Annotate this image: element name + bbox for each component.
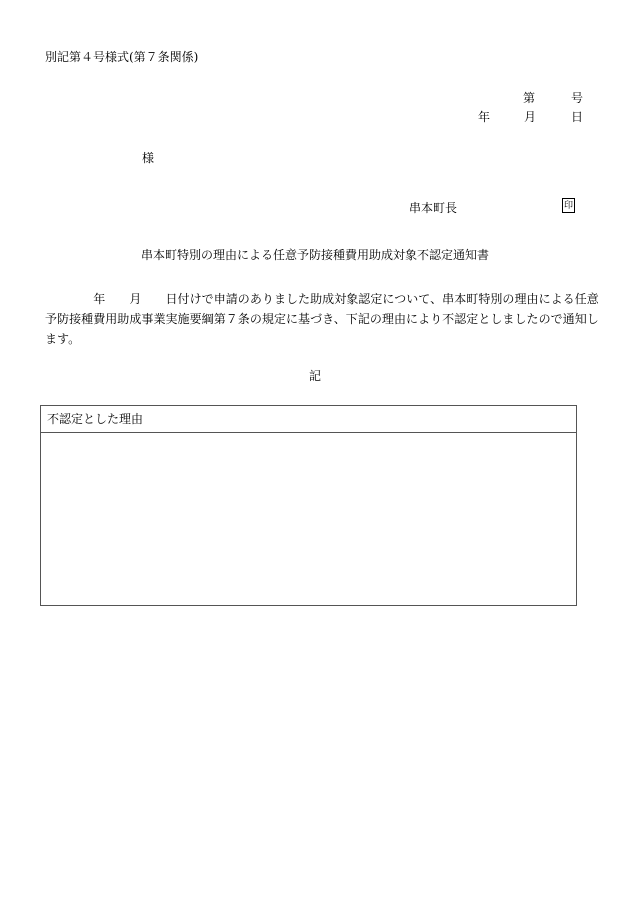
date-day-label: 日 <box>571 110 584 124</box>
form-label: 別記第４号様式(第７条関係) <box>45 50 199 64</box>
document-number-dai: 第 <box>523 91 536 105</box>
body-paragraph <box>45 289 599 349</box>
seal-mark: 印 <box>562 198 575 213</box>
body-line-2: 予防接種費用助成事業実施要綱第７条の規定に基づき、下記の理由により不認定としましたので通知し <box>45 312 599 326</box>
body-line-1: 年 月 日付けで申請のありました助成対象認定について、串本町特別の理由による任意 <box>45 292 599 306</box>
addressee-honorific: 様 <box>142 151 155 165</box>
date-month-label: 月 <box>524 110 537 124</box>
document-number-go: 号 <box>571 91 584 105</box>
ki-heading: 記 <box>308 369 321 383</box>
reason-table-value <box>41 433 576 605</box>
document-title: 串本町特別の理由による任意予防接種費用助成対象不認定通知書 <box>140 248 489 262</box>
reason-table-header: 不認定とした理由 <box>41 406 576 433</box>
issuer-title: 串本町長 <box>409 201 458 215</box>
reason-table <box>40 405 577 606</box>
date-year-label: 年 <box>478 110 491 124</box>
body-line-3: ます。 <box>45 332 81 346</box>
